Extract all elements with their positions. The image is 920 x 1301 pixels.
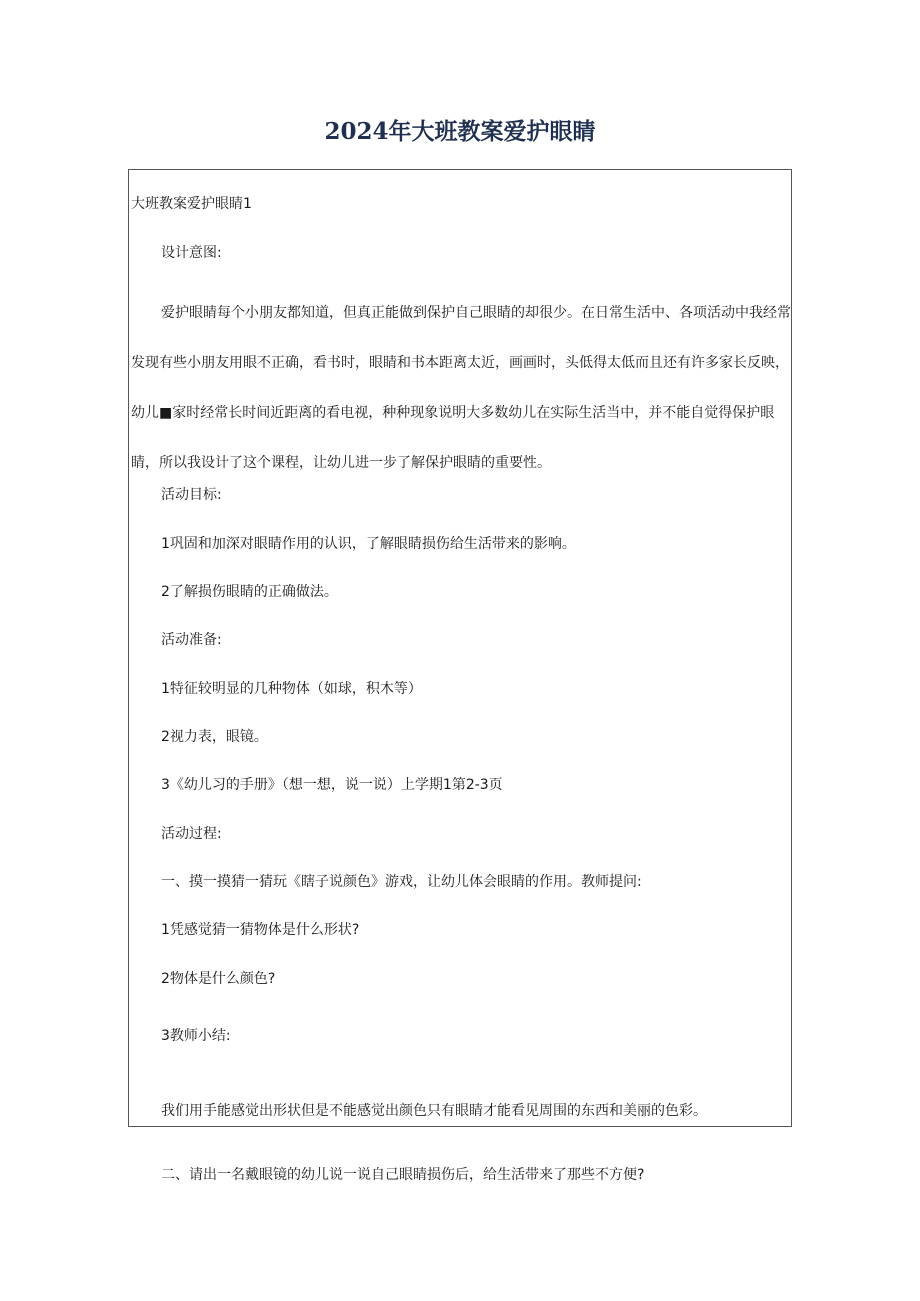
prep-label: 活动准备: [161, 632, 222, 648]
prep-item-1: 1特征较明显的几种物体（如球，积木等） [161, 681, 422, 697]
summary-text: 我们用手能感觉出形状但是不能感觉出颜色只有眼睛才能看见周围的东西和美丽的色彩。 [161, 1103, 707, 1119]
page-title: 2024年大班教案爱护眼睛 [324, 118, 596, 145]
question-2: 2物体是什么颜色? [161, 971, 276, 987]
section-heading: 大班教案爱护眼睛1 [131, 196, 252, 212]
design-intent-label: 设计意图: [161, 245, 222, 261]
goals-label: 活动目标: [161, 487, 222, 503]
goal-item-1: 1巩固和加深对眼睛作用的认识，了解眼睛损伤给生活带来的影响。 [161, 536, 576, 552]
prep-item-3: 3《幼儿习的手册》（想一想，说一说）上学期1第2-3页 [161, 777, 503, 793]
teacher-summary-label: 3教师小结: [161, 1028, 231, 1044]
process-label: 活动过程: [161, 826, 222, 842]
process-step-2: 二、请出一名戴眼镜的幼儿说一说自己眼睛损伤后，给生活带来了那些不方便? [161, 1167, 645, 1183]
process-step-1: 一、摸一摸猜一猜玩《瞎子说颜色》游戏，让幼儿体会眼睛的作用。教师提问: [161, 874, 642, 890]
goal-item-2: 2了解损伤眼睛的正确做法。 [161, 584, 338, 600]
design-intent-paragraph: 爱护眼睛每个小朋友都知道，但真正能做到保护自己眼睛的却很少。在日常生活中、各项活动中我经常发现有些小朋友用眼不正确，看书时，眼睛和书本距离太近，画画时，头低得太低而且还有许多家长反映，幼儿■家时经常长时间近距离的看电视，种种现象说明大多数幼儿在实际生活当中，并不能自觉得保护眼睛，所以我设计了这个课程，让幼儿进一步了解保护眼睛的重要性。 [131, 305, 791, 471]
prep-item-2: 2视力表，眼镜。 [161, 729, 268, 745]
question-1: 1凭感觉猜一猜物体是什么形状? [161, 922, 360, 938]
